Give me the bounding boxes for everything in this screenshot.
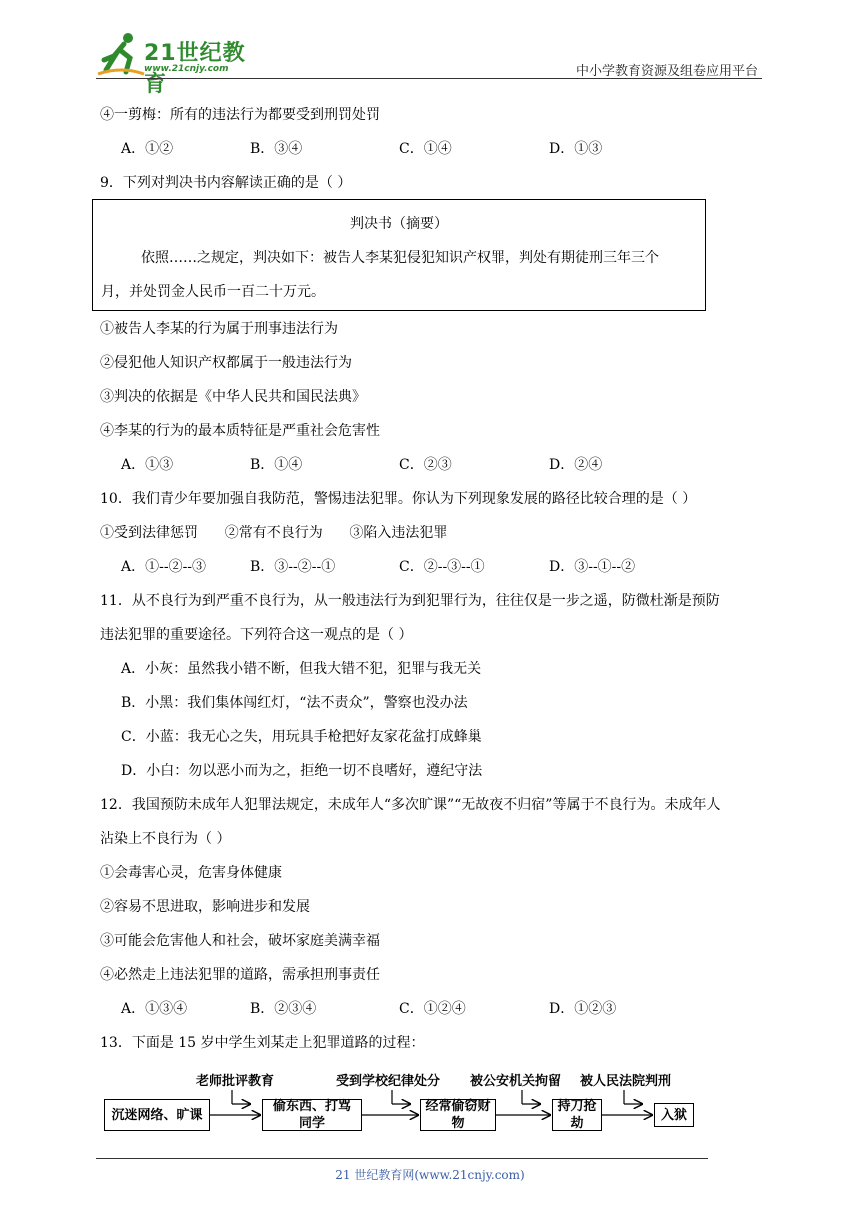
q11-option-c[interactable]: C．小蓝：我无心之失，用玩具手枪把好友家花盆打成蜂巢 [121, 729, 482, 745]
q10-option-c[interactable]: C．②--③--① [399, 559, 485, 575]
q11-stem-line-1: 11．从不良行为到严重不良行为，从一般违法行为到犯罪行为，往往仅是一步之遥，防微杜渐是预防 [100, 593, 720, 609]
q12-stem-line-1: 12．我国预防未成年人犯罪法规定，未成年人“多次旷课”“无故夜不归宿”等属于不良行为。未成年人 [100, 797, 721, 813]
site-logo [96, 30, 266, 97]
judgment-excerpt-box [92, 199, 706, 311]
q9-item-1: ①被告人李某的行为属于刑事违法行为 [100, 321, 338, 337]
flow-box-armed-robbery: 持刀抢劫 [552, 1099, 602, 1131]
q8-option-b[interactable]: B．③④ [250, 141, 303, 157]
q10-option-a[interactable]: A．①--②--③ [121, 559, 207, 575]
flow-label-school-discipline: 受到学校纪律处分 [336, 1074, 441, 1089]
q12-item-4: ④必然走上违法犯罪的道路，需承担刑事责任 [100, 967, 380, 983]
q9-option-c[interactable]: C．②③ [399, 457, 452, 473]
flow-label-court-sentence: 被人民法院判刑 [580, 1074, 672, 1089]
judgment-text-line-1: 依照……之规定，判决如下：被告人李某犯侵犯知识产权罪，判处有期徒刑三年三个 [141, 250, 659, 266]
q12-option-b[interactable]: B．②③④ [250, 1001, 317, 1017]
flow-box-frequent-theft: 经常偷窃财物 [420, 1099, 496, 1131]
footer-divider [96, 1158, 708, 1159]
logo-url: www.21cnjy.com [144, 64, 229, 74]
flow-box-prison: 入狱 [654, 1103, 694, 1127]
q10-option-b[interactable]: B．③--②--① [250, 559, 336, 575]
crime-path-flowchart [100, 1064, 700, 1144]
q13-stem: 13．下面是 15 岁中学生刘某走上犯罪道路的过程： [100, 1035, 425, 1051]
header-divider [96, 78, 762, 79]
page-header [96, 30, 762, 97]
q9-stem: 9．下列对判决书内容解读正确的是（ ） [100, 175, 352, 191]
q11-stem-line-2: 违法犯罪的重要途径。下列符合这一观点的是（ ） [100, 627, 413, 643]
flow-label-teacher-criticism: 老师批评教育 [196, 1074, 275, 1089]
q9-option-d[interactable]: D．②④ [549, 457, 603, 473]
q12-item-3: ③可能会危害他人和社会，破坏家庭美满幸福 [100, 933, 380, 949]
header-platform-text: 中小学教育资源及组卷应用平台 [575, 64, 758, 79]
q12-item-2: ②容易不思进取，影响进步和发展 [100, 899, 310, 915]
q11-option-d[interactable]: D．小白：勿以恶小而为之，拒绝一切不良嗜好，遵纪守法 [121, 763, 483, 779]
q10-option-d[interactable]: D．③--①--② [549, 559, 636, 575]
q8-option-d[interactable]: D．①③ [549, 141, 603, 157]
runner-logo-icon [96, 30, 146, 78]
q12-option-a[interactable]: A．①③④ [121, 1001, 188, 1017]
q8-option-c[interactable]: C．①④ [399, 141, 452, 157]
q9-item-2: ②侵犯他人知识产权都属于一般违法行为 [100, 355, 352, 371]
footer-source: 21 世纪教育网(www.21cnjy.com) [335, 1168, 525, 1182]
judgment-title: 判决书（摘要） [350, 216, 448, 232]
q9-option-b[interactable]: B．①④ [250, 457, 303, 473]
judgment-text-line-2: 月，并处罚金人民币一百二十万元。 [101, 284, 325, 300]
logo-text: 21世纪教育 [144, 41, 246, 97]
q10-items: ①受到法律惩罚 ②常有不良行为 ③陷入违法犯罪 [100, 525, 448, 541]
q9-option-a[interactable]: A．①③ [121, 457, 174, 473]
q8-item-4: ④一剪梅：所有的违法行为都要受到刑罚处罚 [100, 107, 380, 123]
q11-option-a[interactable]: A．小灰：虽然我小错不断，但我大错不犯，犯罪与我无关 [121, 661, 482, 677]
q12-stem-line-2: 沾染上不良行为（ ） [100, 831, 231, 847]
q12-item-1: ①会毒害心灵，危害身体健康 [100, 865, 282, 881]
q11-option-b[interactable]: B．小黑：我们集体闯红灯，“法不责众”，警察也没办法 [121, 695, 468, 711]
flow-box-steal-fight: 偷东西、打骂同学 [262, 1099, 362, 1131]
flow-label-police-detention: 被公安机关拘留 [470, 1074, 562, 1089]
q12-option-d[interactable]: D．①②③ [549, 1001, 617, 1017]
q12-option-c[interactable]: C．①②④ [399, 1001, 466, 1017]
flow-box-internet-truancy: 沉迷网络、旷课 [104, 1099, 210, 1131]
q9-item-3: ③判决的依据是《中华人民共和国民法典》 [100, 389, 366, 405]
q8-option-a[interactable]: A．①② [121, 141, 174, 157]
q9-item-4: ④李某的行为的最本质特征是严重社会危害性 [100, 423, 380, 439]
q10-stem: 10．我们青少年要加强自我防范，警惕违法犯罪。你认为下列现象发展的路径比较合理的是（ ） [100, 491, 697, 507]
